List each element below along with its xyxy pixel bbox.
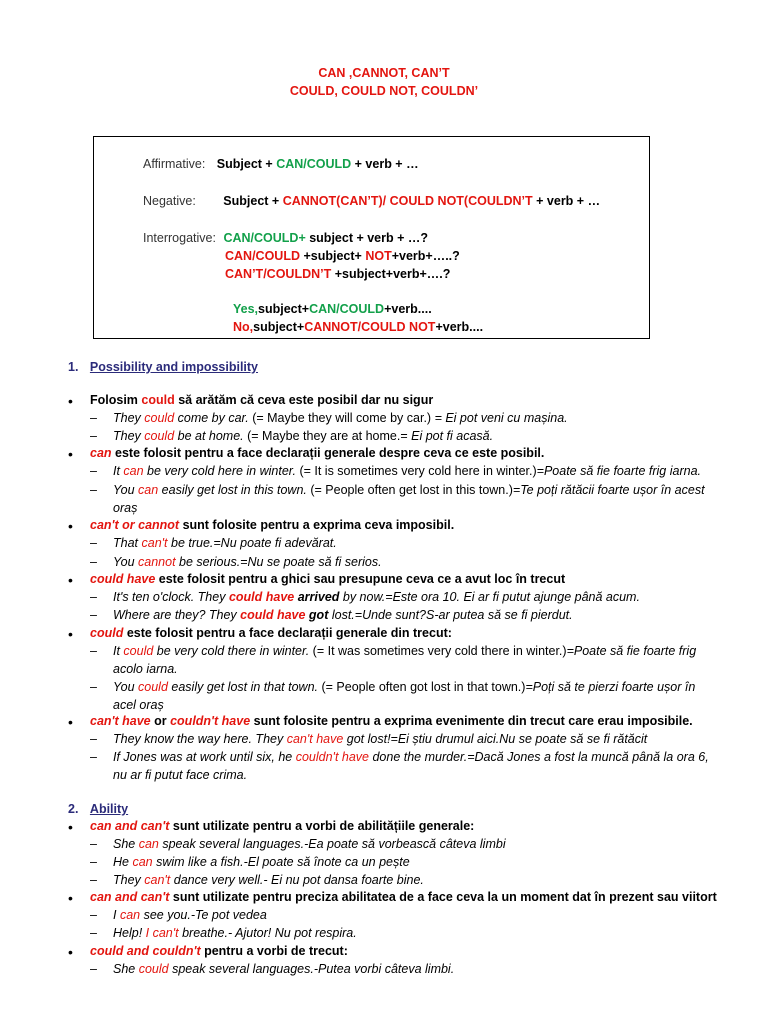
interrogative-not: NOT: [365, 249, 392, 263]
s1-example-cont: acel oraș: [113, 698, 164, 712]
interrogative-modal-1: CAN/COULD+: [223, 231, 306, 245]
text: They: [113, 411, 145, 425]
text: or: [150, 714, 171, 728]
bullet-icon: •: [68, 714, 73, 730]
s2-bullet-3: [90, 944, 348, 958]
bullet-icon: •: [68, 518, 73, 534]
s1-example: [113, 555, 382, 569]
text: este folosit pentru a ghici sau presupune ceva ce a avut loc în trecut: [155, 572, 566, 586]
interrogative-row-1: [143, 231, 428, 245]
text: see you.-Te pot vedea: [140, 908, 267, 922]
text: Help!: [113, 926, 146, 940]
text: speak several languages.-Ea poate să vorbească câteva limbi: [158, 837, 506, 851]
text: speak several languages.-Putea vorbi câteva limbi.: [168, 962, 455, 976]
dash-icon: –: [90, 555, 97, 569]
bullet-icon: •: [68, 819, 73, 835]
section-2-heading: [68, 802, 128, 816]
section-1-title: Possibility and impossibility: [89, 360, 259, 374]
keyword: can and can't: [90, 819, 170, 833]
bullet-icon: •: [68, 944, 73, 960]
bullet-icon: •: [68, 393, 73, 409]
s2-example: [113, 837, 506, 851]
negative-subject: Subject +: [223, 194, 283, 208]
s2-example: [113, 908, 267, 922]
affirmative-verb: + verb + …: [351, 157, 419, 171]
s2-bullet-2: [90, 890, 717, 904]
text: (= Maybe they will come by car.): [252, 411, 432, 425]
dash-icon: –: [90, 732, 97, 746]
keyword: could: [123, 644, 154, 658]
interrogative-rest-2a: +subject+: [300, 249, 366, 263]
affirmative-label: Affirmative:: [143, 157, 206, 171]
no-modal: CANNOT/COULD NOT: [304, 320, 436, 334]
text: be true.=Nu poate fi adevărat.: [167, 536, 337, 550]
keyword: can't have: [90, 714, 151, 728]
s1-example: [113, 608, 573, 622]
s1-example-cont: acolo iarna.: [113, 662, 178, 676]
dash-icon: –: [90, 908, 97, 922]
text: arrived: [294, 590, 340, 604]
text: dance very well.- Ei nu pot dansa foarte bine.: [170, 873, 424, 887]
dash-icon: –: [90, 429, 97, 443]
no-verb: +verb....: [435, 320, 484, 334]
interrogative-rest-1: subject + verb + …?: [305, 231, 429, 245]
section-2-number: 2.: [68, 802, 79, 816]
s2-example: [113, 873, 424, 887]
text: Ei pot fi acasă.: [407, 429, 494, 443]
s1-example: [113, 429, 493, 443]
s1-example: [113, 732, 647, 746]
s2-example: [113, 926, 357, 940]
bullet-icon: •: [68, 572, 73, 588]
text: If Jones was at work until six, he: [113, 750, 296, 764]
keyword: couldn't have: [170, 714, 251, 728]
bullet-icon: •: [68, 446, 73, 462]
interrogative-row-3: [225, 267, 450, 281]
s1-example: [113, 644, 696, 658]
text: She: [113, 837, 139, 851]
interrogative-modal-2: CAN/COULD: [225, 249, 300, 263]
text: (= People often get lost in this town.): [310, 483, 513, 497]
text: =Poți să te pierzi foarte ușor în: [525, 680, 696, 694]
interrogative-modal-3: CAN’T/COULDN’T: [225, 267, 332, 281]
keyword: could: [141, 393, 175, 407]
yes-answer: [233, 302, 432, 316]
s1-example: [113, 750, 709, 764]
text: swim like a fish.-El poate să înote ca un pește: [152, 855, 410, 869]
keyword: could: [144, 429, 175, 443]
keyword: can: [132, 855, 153, 869]
text: Folosim: [90, 393, 142, 407]
keyword: could have: [228, 590, 295, 604]
text: It: [113, 464, 124, 478]
dash-icon: –: [90, 411, 97, 425]
dash-icon: –: [90, 680, 97, 694]
s1-bullet-2: [90, 446, 544, 460]
s1-bullet-6: [90, 714, 693, 728]
text: =Te poți rătăcii foarte ușor în acest: [512, 483, 705, 497]
yes-modal: CAN/COULD: [309, 302, 385, 316]
dash-icon: –: [90, 464, 97, 478]
dash-icon: –: [90, 926, 97, 940]
text: =Poate să fie foarte frig: [566, 644, 697, 658]
interrogative-rest-3: +subject+verb+….?: [331, 267, 451, 281]
text: be serious.=Nu se poate să fi serios.: [175, 555, 382, 569]
text: They know the way here. They: [113, 732, 287, 746]
no-subject: subject+: [253, 320, 305, 334]
text: You: [113, 483, 139, 497]
text: got lost!=Ei știu drumul aici.Nu se poate să se fi rătăcit: [343, 732, 648, 746]
text: They: [113, 873, 145, 887]
interrogative-label: Interrogative:: [143, 231, 216, 245]
dash-icon: –: [90, 750, 97, 764]
s1-example: [113, 590, 640, 604]
text: (= People often got lost in that town.): [321, 680, 526, 694]
text: lost.=Unde sunt?S-ar putea să se fi pierdut.: [328, 608, 573, 622]
text: sunt folosite pentru a exprima evenimente din trecut care erau imposibile.: [250, 714, 693, 728]
keyword: can: [119, 908, 141, 922]
text: It: [113, 644, 124, 658]
s1-example: [113, 536, 337, 550]
text: come by car.: [174, 411, 253, 425]
section-1-heading: [68, 360, 258, 374]
interrogative-rest-2b: +verb+…..?: [391, 249, 460, 263]
text: got: [305, 608, 329, 622]
s1-example: [113, 680, 695, 694]
keyword: could: [144, 411, 175, 425]
text: be at home.: [174, 429, 248, 443]
s1-example: [113, 483, 705, 497]
dash-icon: –: [90, 483, 97, 497]
negative-label: Negative:: [143, 194, 196, 208]
interrogative-row-2: [225, 249, 460, 263]
text: (= It is sometimes very cold here in winter.): [299, 464, 537, 478]
text: You: [113, 555, 139, 569]
affirmative-modal: CAN/COULD: [276, 157, 352, 171]
dash-icon: –: [90, 536, 97, 550]
keyword: could have: [240, 608, 306, 622]
text: done the murder.=Dacă Jones a fost la muncă până la ora 6,: [369, 750, 709, 764]
negative-modal: CANNOT(CAN’T)/ COULD NOT(COULDN’T: [282, 194, 533, 208]
keyword: can't or cannot: [90, 518, 180, 532]
bullet-icon: •: [68, 626, 73, 642]
title-line-1: CAN ,CANNOT, CAN’T: [318, 66, 450, 80]
text: pentru a vorbi de trecut:: [200, 944, 348, 958]
text: I: [113, 908, 120, 922]
dash-icon: –: [90, 837, 97, 851]
s2-bullet-1: [90, 819, 474, 833]
text: breathe.- Ajutor! Nu pot respira.: [178, 926, 357, 940]
text: They: [113, 429, 145, 443]
keyword: can't: [141, 536, 168, 550]
bullet-icon: •: [68, 890, 73, 906]
affirmative-row: [143, 157, 419, 171]
text: să arătăm că ceva este posibil dar nu sigur: [174, 393, 434, 407]
keyword: can: [138, 837, 159, 851]
text: be very cold there in winter.: [153, 644, 313, 658]
s1-example: [113, 464, 701, 478]
text: (= It was sometimes very cold there in winter.): [312, 644, 567, 658]
keyword: can and can't: [90, 890, 170, 904]
keyword: could: [90, 626, 124, 640]
text: easily get lost in that town.: [167, 680, 322, 694]
keyword: couldn't have: [295, 750, 369, 764]
text: It's ten o'clock. They: [113, 590, 229, 604]
text: sunt utilizate pentru a vorbi de abilitățiile generale:: [169, 819, 475, 833]
text: =Poate să fie foarte frig iarna.: [536, 464, 702, 478]
negative-row: [143, 194, 600, 208]
keyword: I can't: [145, 926, 179, 940]
dash-icon: –: [90, 873, 97, 887]
dash-icon: –: [90, 608, 97, 622]
negative-verb: + verb + …: [532, 194, 601, 208]
yes-word: Yes,: [233, 302, 259, 316]
s1-bullet-5: [90, 626, 452, 640]
dash-icon: –: [90, 590, 97, 604]
keyword: can: [138, 483, 159, 497]
s2-example: [113, 855, 410, 869]
title-line-2: COULD, COULD NOT, COULDN’: [289, 84, 479, 98]
keyword: could and couldn't: [90, 944, 201, 958]
keyword: could: [138, 680, 168, 694]
text: He: [113, 855, 133, 869]
text: That: [113, 536, 142, 550]
no-word: No,: [233, 320, 254, 334]
keyword: could: [138, 962, 169, 976]
affirmative-subject: Subject +: [216, 157, 277, 171]
section-2-title: Ability: [89, 802, 129, 816]
text: = Ei pot veni cu mașina.: [431, 411, 568, 425]
text: sunt folosite pentru a exprima ceva imposibil.: [179, 518, 455, 532]
dash-icon: –: [90, 855, 97, 869]
text: (= Maybe they are at home.=: [247, 429, 408, 443]
text: este folosit pentru a face declarații generale despre ceva ce este posibil.: [111, 446, 545, 460]
keyword: could have: [90, 572, 156, 586]
s1-bullet-1: [90, 393, 433, 407]
section-1-number: 1.: [68, 360, 79, 374]
text: be very cold here in winter.: [143, 464, 300, 478]
dash-icon: –: [90, 962, 97, 976]
s1-example: [113, 411, 568, 425]
keyword: cannot: [138, 555, 176, 569]
keyword: can't have: [286, 732, 344, 746]
s1-example-cont: nu ar fi putut face crima.: [113, 768, 248, 782]
keyword: can: [90, 446, 112, 460]
text: sunt utilizate pentru preciza abilitatea de a face ceva la un moment dat în prezent sau viitort: [169, 890, 717, 904]
s1-example-cont: oraș: [113, 501, 138, 515]
keyword: can: [123, 464, 144, 478]
keyword: can't: [144, 873, 171, 887]
yes-subject: subject+: [258, 302, 310, 316]
s1-bullet-3: [90, 518, 454, 532]
dash-icon: –: [90, 644, 97, 658]
text: You: [113, 680, 139, 694]
text: Where are they? They: [113, 608, 241, 622]
yes-verb: +verb....: [384, 302, 432, 316]
text: She: [113, 962, 139, 976]
s1-bullet-4: [90, 572, 565, 586]
s2-example: [113, 962, 454, 976]
no-answer: [233, 320, 483, 334]
text: este folosit pentru a face declarații generale din trecut:: [123, 626, 452, 640]
text: by now.=Este ora 10. Ei ar fi putut ajunge până acum.: [339, 590, 640, 604]
text: easily get lost in this town.: [158, 483, 311, 497]
